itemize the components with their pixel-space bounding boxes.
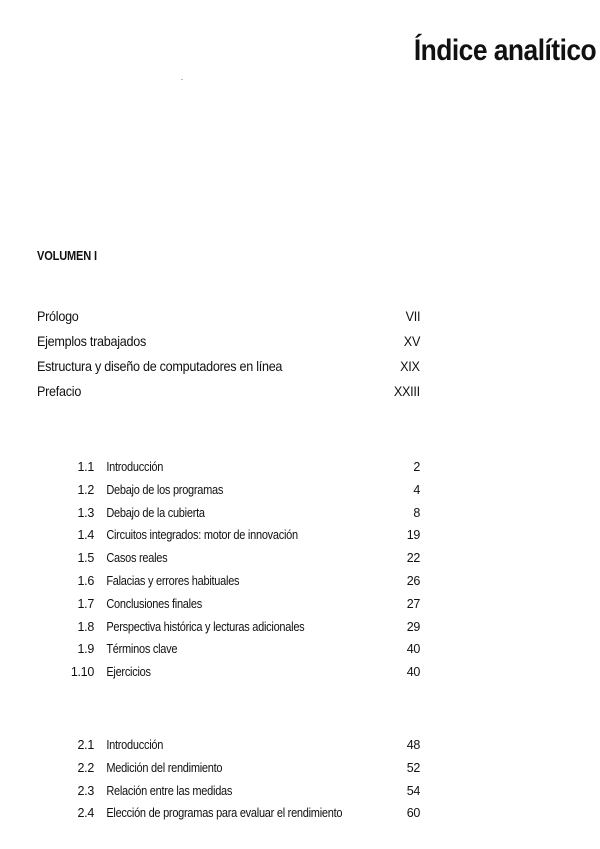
front-matter-page: XV (403, 333, 420, 349)
front-matter-label: Prefacio (37, 383, 82, 399)
section-number: 2.1 (77, 738, 94, 752)
section-number: 1.10 (70, 665, 94, 680)
toc-row (60, 597, 420, 620)
section-page: 22 (406, 551, 420, 566)
toc-row (60, 551, 420, 574)
front-matter-label: Estructura y diseño de computadores en línea (37, 358, 283, 374)
toc-row (60, 620, 420, 643)
front-matter-label: Ejemplos trabajados (37, 333, 147, 349)
toc-row (60, 460, 420, 483)
section-page: 40 (406, 642, 420, 657)
section-page: 19 (406, 528, 420, 543)
section-title: Introducción (106, 460, 164, 474)
front-matter-item-prefacio (37, 383, 420, 408)
toc-row (60, 642, 420, 665)
section-page: 54 (406, 783, 420, 798)
section-number: 1.6 (77, 573, 94, 588)
section-title: Medición del rendimiento (106, 760, 223, 775)
section-title: Ejercicios (106, 665, 151, 680)
front-matter-page: XIX (400, 358, 420, 374)
page-title: Índice analítico (413, 34, 596, 67)
section-title: Debajo de la cubierta (106, 505, 205, 520)
section-title: Términos clave (106, 642, 178, 657)
section-number: 1.7 (77, 596, 94, 611)
section-title: Introducción (106, 738, 164, 752)
section-number: 1.9 (77, 642, 94, 657)
scan-speck (181, 79, 183, 80)
section-number: 1.8 (77, 619, 94, 634)
section-number: 1.2 (77, 482, 94, 497)
section-title: Circuitos integrados: motor de innovación (106, 528, 298, 543)
section-page: 2 (413, 460, 420, 474)
toc-row (60, 528, 420, 551)
section-page: 26 (406, 573, 420, 588)
front-matter-item-ejemplos (37, 333, 420, 358)
front-matter-label: Prólogo (37, 308, 79, 324)
section-number: 1.4 (77, 528, 94, 543)
section-title: Falacias y errores habituales (106, 573, 240, 588)
section-title: Elección de programas para evaluar el rendimiento (106, 806, 343, 821)
front-matter-page: XXIII (394, 383, 420, 399)
chapter-2-section-list (60, 738, 420, 829)
section-page: 52 (406, 760, 420, 775)
section-page: 29 (406, 619, 420, 634)
toc-row (60, 784, 420, 807)
toc-row (60, 574, 420, 597)
section-title: Relación entre las medidas (106, 783, 233, 798)
toc-row (60, 806, 420, 829)
section-number: 1.3 (77, 505, 94, 520)
section-number: 2.3 (77, 783, 94, 798)
toc-row (60, 761, 420, 784)
section-number: 2.4 (77, 806, 94, 821)
section-title: Perspectiva histórica y lecturas adicionales (106, 619, 305, 634)
section-number: 1.5 (77, 551, 94, 566)
toc-row (60, 483, 420, 506)
front-matter-item-estructura (37, 358, 420, 383)
toc-row (60, 506, 420, 529)
section-page: 60 (406, 806, 420, 821)
section-page: 27 (406, 596, 420, 611)
section-page: 4 (413, 482, 420, 497)
section-page: 40 (406, 665, 420, 680)
section-title: Casos reales (106, 551, 168, 566)
chapter-1-section-list (60, 460, 420, 688)
section-number: 2.2 (77, 760, 94, 775)
front-matter-page: VII (405, 308, 420, 324)
volume-heading: VOLUMEN I (37, 248, 97, 263)
section-page: 48 (406, 738, 420, 752)
section-number: 1.1 (77, 460, 94, 474)
front-matter-item-prologo (37, 308, 420, 333)
section-title: Conclusiones finales (106, 596, 202, 611)
front-matter-list (37, 308, 420, 408)
section-page: 8 (413, 505, 420, 520)
toc-row (60, 738, 420, 761)
section-title: Debajo de los programas (106, 482, 224, 497)
toc-row (60, 665, 420, 688)
